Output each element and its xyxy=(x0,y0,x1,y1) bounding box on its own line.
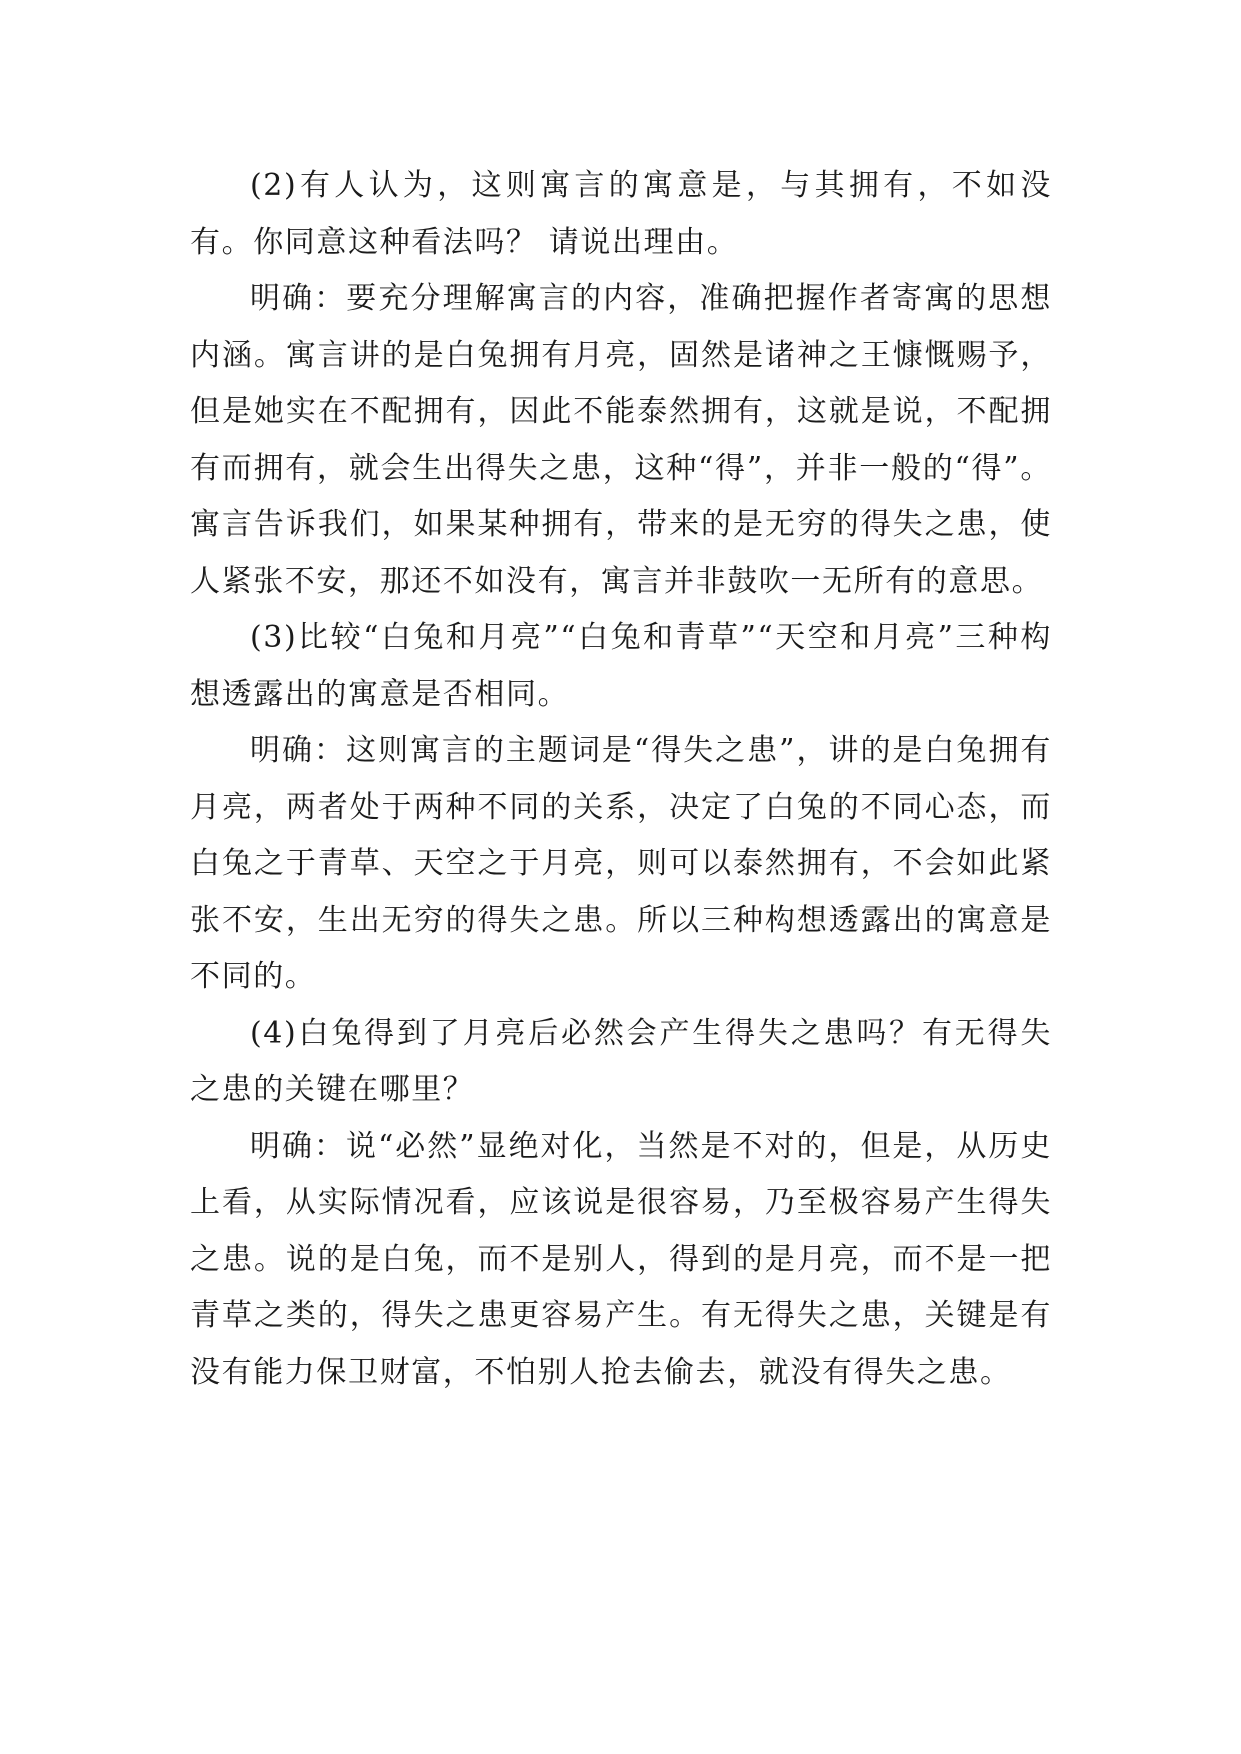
question-3-paragraph: (3)比较“白兔和月亮”“白兔和青草”“天空和月亮”三种构想透露出的寓意是否相同。 xyxy=(190,620,1052,712)
document-body xyxy=(190,158,1052,1401)
answer-4-paragraph: 明确：说“必然”显绝对化，当然是不对的，但是，从历史上看，从实际情况看，应该说是很容易，乃至极容易产生得失之患。说的是白兔，而不是别人，得到的是月亮，而不是一把青草之类的，得失之患更容易产生。有无得失之患，关键是有没有能力保卫财富，不怕别人抢去偷去，就没有得失之患。 xyxy=(190,1128,1052,1390)
question-4-paragraph: (4)白兔得到了月亮后必然会产生得失之患吗？有无得失之患的关键在哪里？ xyxy=(190,1015,1052,1107)
answer-3-paragraph: 明确：这则寓言的主题词是“得失之患”，讲的是白兔拥有月亮，两者处于两种不同的关系，决定了白兔的不同心态，而白兔之于青草、天空之于月亮，则可以泰然拥有，不会如此紧张不安，生出无穷的得失之患。所以三种构想透露出的寓意是不同的。 xyxy=(190,733,1052,994)
question-2-paragraph: (2)有人认为，这则寓言的寓意是，与其拥有，不如没有。你同意这种看法吗？ 请说出理由。 xyxy=(190,168,1052,260)
answer-2-paragraph: 明确：要充分理解寓言的内容，准确把握作者寄寓的思想内涵。寓言讲的是白兔拥有月亮，固然是诸神之王慷慨赐予，但是她实在不配拥有，因此不能泰然拥有，这就是说，不配拥有而拥有，就会生出得失之患，这种“得”，并非一般的“得”。寓言告诉我们，如果某种拥有，带来的是无穷的得失之患，使人紧张不安，那还不如没有，寓言并非鼓吹一无所有的意思。 xyxy=(190,281,1052,599)
